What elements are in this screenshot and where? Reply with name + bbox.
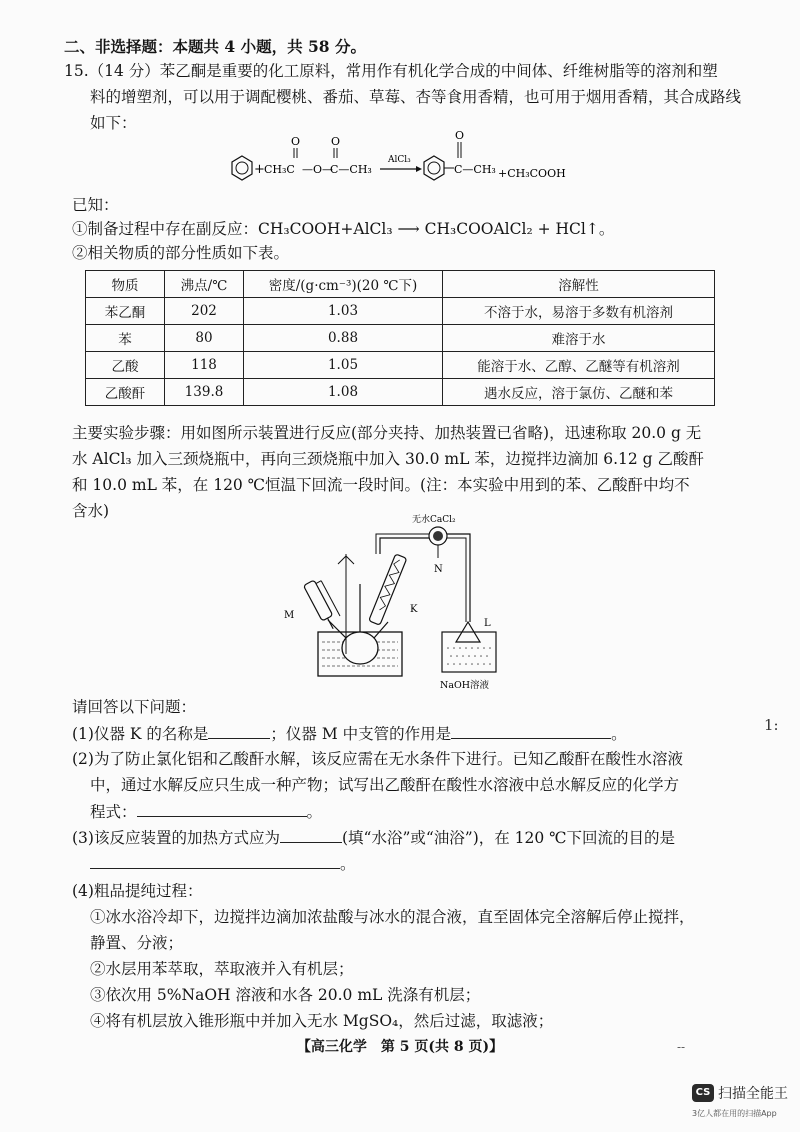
reagent-label: AlCl₃ xyxy=(388,155,411,165)
reaction-arrow-head xyxy=(416,166,422,172)
oxygen-bridge: —O— xyxy=(302,163,334,176)
table-header-cell: 沸点/℃ xyxy=(165,271,244,298)
three-neck-flask xyxy=(342,632,378,664)
carbonyl-oxygen-3: O xyxy=(455,129,465,142)
camscanner-logo-icon: CS xyxy=(692,1084,714,1102)
table-cell: 乙酸 xyxy=(86,352,165,379)
benzene-ring-inner-reactant xyxy=(236,162,248,174)
answer-blank-m-function[interactable] xyxy=(451,722,611,739)
acyl-group-1: CH₃C xyxy=(264,163,295,176)
question-4-title: (4)粗品提纯过程： xyxy=(72,882,203,900)
properties-table xyxy=(85,270,715,406)
questions-prompt: 请回答以下问题： xyxy=(72,698,197,716)
question-2-line-2: 中，通过水解反应只生成一种产物；试写出乙酸酐在酸性水溶液中总水解反应的化学方 xyxy=(90,776,680,794)
table-cell: 能溶于水、乙醇、乙醚等有机溶剂 xyxy=(443,352,715,379)
steps-line-4: 含水) xyxy=(72,502,110,520)
question-1-end: 。 xyxy=(611,725,627,743)
benzene-ring-reactant xyxy=(232,156,252,180)
steps-line-3: 和 10.0 mL 苯，在 120 ℃恒温下回流一段时间。(注：本实验中用到的苯、乙酸酐中均不 xyxy=(72,476,690,494)
gas-tube xyxy=(380,538,430,554)
answer-blank-equation[interactable] xyxy=(137,800,307,817)
table-cell: 1.08 xyxy=(244,379,443,406)
question-2-line-1: (2)为了防止氯化铝和乙酸酐水解，该反应需在无水条件下进行。已知乙酸酐在酸性水溶液 xyxy=(72,750,683,768)
question-1 xyxy=(72,722,627,745)
naoh-beaker xyxy=(442,632,496,672)
question-3-end: 。 xyxy=(340,855,356,873)
table-row xyxy=(86,298,715,325)
outlet-tube xyxy=(447,534,470,622)
table-cell: 乙酸酐 xyxy=(86,379,165,406)
table-header-cell: 物质 xyxy=(86,271,165,298)
table-cell: 1.03 xyxy=(244,298,443,325)
reflux-condenser-k xyxy=(369,554,407,625)
acyl-group-2: C—CH₃ xyxy=(330,163,372,176)
steps-line-1: 主要实验步骤：用如图所示装置进行反应(部分夹持、加热装置已省略)，迅速称取 20.0 g 无 xyxy=(72,424,702,442)
known-label: 已知： xyxy=(72,196,119,214)
table-cell: 80 xyxy=(165,325,244,352)
label-l: L xyxy=(484,618,491,629)
question-1-part-b: ；仪器 M 中支管的作用是 xyxy=(270,725,452,743)
drying-agent xyxy=(433,531,443,541)
benzene-ring-inner-product xyxy=(428,162,440,174)
question-4-step-4: ④将有机层放入锥形瓶中并加入无水 MgSO₄，然后过滤，取滤液； xyxy=(90,1012,554,1030)
page-footer: 【高三化学 第 5 页(共 8 页)】 xyxy=(296,1039,504,1055)
question-3-line-2 xyxy=(90,852,356,875)
label-k: K xyxy=(410,604,418,615)
benzene-ring-product xyxy=(424,156,444,180)
table-cell: 苯乙酮 xyxy=(86,298,165,325)
question-3 xyxy=(72,826,675,849)
camscanner-tagline: 3亿人都在用的扫描App xyxy=(692,1109,777,1118)
question-intro-line-2: 料的增塑剂，可以用于调配樱桃、番茄、草莓、杏等食用香精，也可用于烟用香精，其合成路线 xyxy=(90,88,742,106)
question-4-step-2: ②水层用苯萃取，萃取液并入有机层； xyxy=(90,960,354,978)
flask-right-neck xyxy=(374,622,388,638)
question-2-prefix: 程式： xyxy=(90,803,137,821)
plus-sign: + xyxy=(254,162,265,177)
byproduct: +CH₃COOH xyxy=(498,167,566,180)
question-1-part-a: (1)仪器 K 的名称是 xyxy=(72,725,209,743)
gas-tube-outer xyxy=(376,534,430,554)
section-header: 二、非选择题：本题共 4 小题，共 58 分。 xyxy=(64,37,366,56)
product-tail: C—CH₃ xyxy=(454,163,496,176)
table-cell: 难溶于水 xyxy=(443,325,715,352)
known-item-1: ①制备过程中存在副反应：CH₃COOH+AlCl₃ ⟶ CH₃COOAlCl₂ + HCl↑。 xyxy=(72,220,615,238)
table-cell: 1.05 xyxy=(244,352,443,379)
table-header-cell: 溶解性 xyxy=(443,271,715,298)
table-cell: 0.88 xyxy=(244,325,443,352)
question-3-part-a: (3)该反应装置的加热方式应为 xyxy=(72,829,280,847)
table-cell: 苯 xyxy=(86,325,165,352)
label-n: N xyxy=(434,564,443,575)
table-row xyxy=(86,325,715,352)
dropping-funnel-m xyxy=(303,577,343,631)
camscanner-name: 扫描全能王 xyxy=(718,1086,788,1102)
answer-blank-k-name[interactable] xyxy=(208,722,270,739)
question-intro-line-1: 15.（14 分）苯乙酮是重要的化工原料，常用作有机化学合成的中间体、纤维树脂等的溶剂和塑 xyxy=(64,62,718,80)
apparatus-diagram xyxy=(280,514,520,694)
side-page-number: 1: xyxy=(764,716,779,734)
carbonyl-oxygen-1: O xyxy=(291,135,301,148)
question-4-step-1-line-2: 静置、分液； xyxy=(90,934,184,952)
footer-dash: -- xyxy=(677,1040,686,1054)
table-row xyxy=(86,352,715,379)
table-header-cell: 密度/(g·cm⁻³)(20 ℃下) xyxy=(244,271,443,298)
steps-line-2: 水 AlCl₃ 加入三颈烧瓶中，再向三颈烧瓶中加入 30.0 mL 苯，边搅拌边滴加 6.12 g 乙酸酐 xyxy=(72,450,705,468)
reaction-scheme xyxy=(220,128,600,192)
question-2-end: 。 xyxy=(306,803,323,821)
table-cell: 不溶于水，易溶于多数有机溶剂 xyxy=(443,298,715,325)
table-cell: 139.8 xyxy=(165,379,244,406)
table-header-row xyxy=(86,271,715,298)
answer-blank-reflux-purpose[interactable] xyxy=(90,852,340,869)
question-intro-line-3: 如下： xyxy=(90,114,137,132)
table-cell: 118 xyxy=(165,352,244,379)
table-row xyxy=(86,379,715,406)
flask-left-neck xyxy=(328,620,346,638)
answer-blank-heating-method[interactable] xyxy=(280,826,342,843)
question-4-step-1-line-1: ①冰水浴冷却下，边搅拌边滴加浓盐酸与冰水的混合液，直至固体完全溶解后停止搅拌， xyxy=(90,908,695,926)
question-4-step-3: ③依次用 5%NaOH 溶液和水各 20.0 mL 洗涤有机层； xyxy=(90,986,481,1004)
table-cell: 202 xyxy=(165,298,244,325)
known-item-2: ②相关物质的部分性质如下表。 xyxy=(72,244,290,262)
naoh-liquid-dots xyxy=(447,647,491,665)
table-cell: 遇水反应，溶于氯仿、乙醚和苯 xyxy=(443,379,715,406)
question-3-part-b: (填“水浴”或“油浴”)，在 120 ℃下回流的目的是 xyxy=(341,829,676,847)
cacl2-label: 无水CaCl₂ xyxy=(412,515,456,525)
carbonyl-oxygen-2: O xyxy=(331,135,341,148)
naoh-label: NaOH溶液 xyxy=(440,680,490,691)
outlet-tube-inner xyxy=(447,538,466,622)
question-2-line-3 xyxy=(90,800,322,823)
label-m: M xyxy=(284,610,295,621)
